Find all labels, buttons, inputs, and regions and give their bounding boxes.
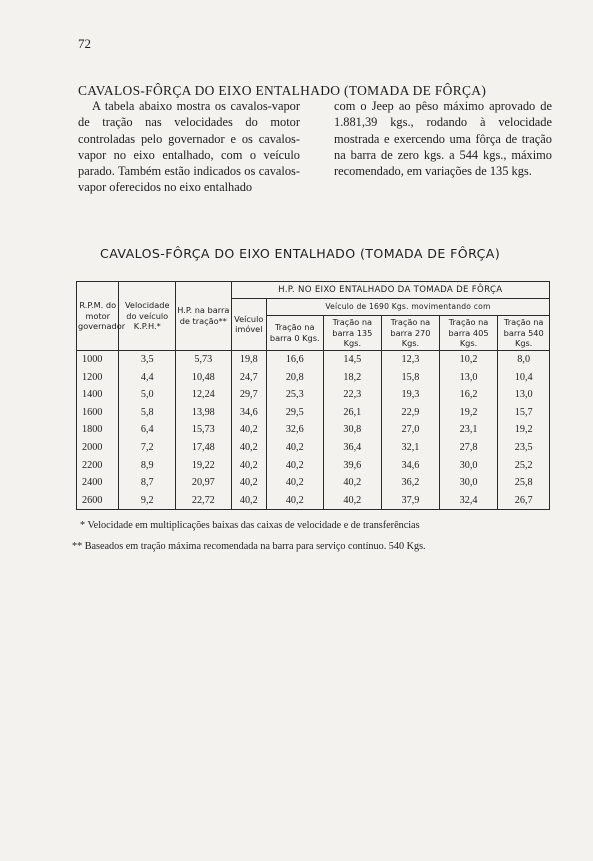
table-cell: 40,2 bbox=[231, 456, 266, 474]
table-cell: 18,2 bbox=[323, 368, 382, 386]
table-cell: 1600 bbox=[77, 404, 119, 422]
table-cell: 13,0 bbox=[439, 368, 498, 386]
header-moving-subgroup: Veículo de 1690 Kgs. movimentando com bbox=[266, 299, 549, 316]
header-pull-270: Tração na barra 270 Kgs. bbox=[382, 316, 440, 351]
table-cell: 23,1 bbox=[439, 421, 498, 439]
table-cell: 40,2 bbox=[323, 474, 382, 492]
table-cell: 40,2 bbox=[266, 439, 323, 457]
table-cell: 15,7 bbox=[498, 404, 550, 422]
table-body bbox=[77, 350, 550, 509]
table-cell: 36,2 bbox=[382, 474, 440, 492]
text-column-left bbox=[78, 98, 300, 196]
table-cell: 40,2 bbox=[231, 439, 266, 457]
footnote-drawbar: ** Baseados em tração máxima recomendada na barra para serviço contínuo. 540 Kgs. bbox=[72, 541, 426, 552]
table-row bbox=[77, 386, 550, 404]
page-number: 72 bbox=[78, 36, 91, 51]
table-cell: 34,6 bbox=[231, 404, 266, 422]
horsepower-table bbox=[76, 281, 550, 510]
table-cell: 40,2 bbox=[266, 492, 323, 510]
table-cell: 19,2 bbox=[498, 421, 550, 439]
table-cell: 19,8 bbox=[231, 350, 266, 368]
table-cell: 16,2 bbox=[439, 386, 498, 404]
table-cell: 32,4 bbox=[439, 492, 498, 510]
table-cell: 36,4 bbox=[323, 439, 382, 457]
table-row bbox=[77, 492, 550, 510]
table-cell: 22,9 bbox=[382, 404, 440, 422]
table-cell: 20,8 bbox=[266, 368, 323, 386]
header-stationary: Veículo imóvel bbox=[231, 299, 266, 351]
table-cell: 22,72 bbox=[176, 492, 232, 510]
table-cell: 1000 bbox=[77, 350, 119, 368]
table-cell: 22,3 bbox=[323, 386, 382, 404]
table-row bbox=[77, 456, 550, 474]
header-pto-group: H.P. NO EIXO ENTALHADO DA TOMADA DE FÔRÇA bbox=[231, 282, 549, 299]
table-cell: 40,2 bbox=[231, 474, 266, 492]
table-cell: 4,4 bbox=[119, 368, 176, 386]
paragraph-left: A tabela abaixo mostra os cavalos-vapor de tração nas velocidades do motor controladas pelo governador e os cavalos-vapor no eixo entalhado, com o veículo parado. Também estão indicados os cavalos-vapor oferecidos no eixo entalhado bbox=[78, 99, 300, 195]
table-row bbox=[77, 404, 550, 422]
text-column-right bbox=[334, 98, 552, 179]
table-cell: 1800 bbox=[77, 421, 119, 439]
table-cell: 10,2 bbox=[439, 350, 498, 368]
header-pull-405: Tração na barra 405 Kgs. bbox=[439, 316, 498, 351]
table-row bbox=[77, 350, 550, 368]
header-rpm: R.P.M. do motor governador bbox=[77, 282, 119, 351]
table-cell: 19,3 bbox=[382, 386, 440, 404]
table-cell: 32,1 bbox=[382, 439, 440, 457]
table-cell: 40,2 bbox=[231, 421, 266, 439]
table-cell: 1400 bbox=[77, 386, 119, 404]
table-cell: 19,2 bbox=[439, 404, 498, 422]
table-cell: 39,6 bbox=[323, 456, 382, 474]
header-pull-135: Tração na barra 135 Kgs. bbox=[323, 316, 382, 351]
table-cell: 37,9 bbox=[382, 492, 440, 510]
table-cell: 40,2 bbox=[323, 492, 382, 510]
table-row bbox=[77, 421, 550, 439]
table-cell: 12,24 bbox=[176, 386, 232, 404]
table-cell: 2200 bbox=[77, 456, 119, 474]
table-cell: 2600 bbox=[77, 492, 119, 510]
table-cell: 8,7 bbox=[119, 474, 176, 492]
table-cell: 12,3 bbox=[382, 350, 440, 368]
table-cell: 2400 bbox=[77, 474, 119, 492]
table-cell: 23,5 bbox=[498, 439, 550, 457]
header-hp-drawbar: H.P. na barra de tração** bbox=[176, 282, 232, 351]
table-cell: 34,6 bbox=[382, 456, 440, 474]
table-cell: 32,6 bbox=[266, 421, 323, 439]
table-cell: 13,98 bbox=[176, 404, 232, 422]
table-row bbox=[77, 474, 550, 492]
table-cell: 30,0 bbox=[439, 456, 498, 474]
table-cell: 40,2 bbox=[231, 492, 266, 510]
table-container bbox=[76, 281, 550, 510]
table-cell: 3,5 bbox=[119, 350, 176, 368]
table-cell: 8,9 bbox=[119, 456, 176, 474]
table-cell: 1200 bbox=[77, 368, 119, 386]
table-cell: 27,8 bbox=[439, 439, 498, 457]
table-cell: 19,22 bbox=[176, 456, 232, 474]
table-cell: 25,8 bbox=[498, 474, 550, 492]
table-cell: 13,0 bbox=[498, 386, 550, 404]
table-cell: 30,0 bbox=[439, 474, 498, 492]
header-speed: Velocidade do veículo K.P.H.* bbox=[119, 282, 176, 351]
table-cell: 26,7 bbox=[498, 492, 550, 510]
header-pull-540: Tração na barra 540 Kgs. bbox=[498, 316, 550, 351]
table-cell: 17,48 bbox=[176, 439, 232, 457]
table-cell: 10,4 bbox=[498, 368, 550, 386]
table-cell: 26,1 bbox=[323, 404, 382, 422]
header-pull-0: Tração na barra 0 Kgs. bbox=[266, 316, 323, 351]
table-cell: 9,2 bbox=[119, 492, 176, 510]
table-cell: 16,6 bbox=[266, 350, 323, 368]
table-cell: 29,5 bbox=[266, 404, 323, 422]
table-cell: 25,2 bbox=[498, 456, 550, 474]
table-cell: 25,3 bbox=[266, 386, 323, 404]
table-title: CAVALOS-FÔRÇA DO EIXO ENTALHADO (TOMADA DE FÔRÇA) bbox=[100, 246, 501, 261]
table-cell: 24,7 bbox=[231, 368, 266, 386]
table-cell: 40,2 bbox=[266, 456, 323, 474]
table-cell: 15,73 bbox=[176, 421, 232, 439]
footnote-speed: * Velocidade em multiplicações baixas das caixas de velocidade e de transferências bbox=[80, 520, 420, 531]
table-cell: 5,8 bbox=[119, 404, 176, 422]
table-cell: 15,8 bbox=[382, 368, 440, 386]
table-cell: 20,97 bbox=[176, 474, 232, 492]
table-cell: 29,7 bbox=[231, 386, 266, 404]
paragraph-right: com o Jeep ao pêso máximo aprovado de 1.881,39 kgs., rodando à velocidade mostrada e exercendo uma fôrça de tração na barra de zero kgs. a 544 kgs., máximo recomendado, em variações de 135 kgs. bbox=[334, 99, 552, 179]
table-row bbox=[77, 439, 550, 457]
section-heading: CAVALOS-FÔRÇA DO EIXO ENTALHADO (TOMADA DE FÔRÇA) bbox=[78, 83, 487, 98]
table-cell: 30,8 bbox=[323, 421, 382, 439]
table-cell: 10,48 bbox=[176, 368, 232, 386]
table-row bbox=[77, 368, 550, 386]
table-cell: 5,0 bbox=[119, 386, 176, 404]
table-cell: 40,2 bbox=[266, 474, 323, 492]
table-cell: 27,0 bbox=[382, 421, 440, 439]
table-cell: 5,73 bbox=[176, 350, 232, 368]
table-cell: 8,0 bbox=[498, 350, 550, 368]
table-cell: 2000 bbox=[77, 439, 119, 457]
table-cell: 7,2 bbox=[119, 439, 176, 457]
table-cell: 14,5 bbox=[323, 350, 382, 368]
table-cell: 6,4 bbox=[119, 421, 176, 439]
